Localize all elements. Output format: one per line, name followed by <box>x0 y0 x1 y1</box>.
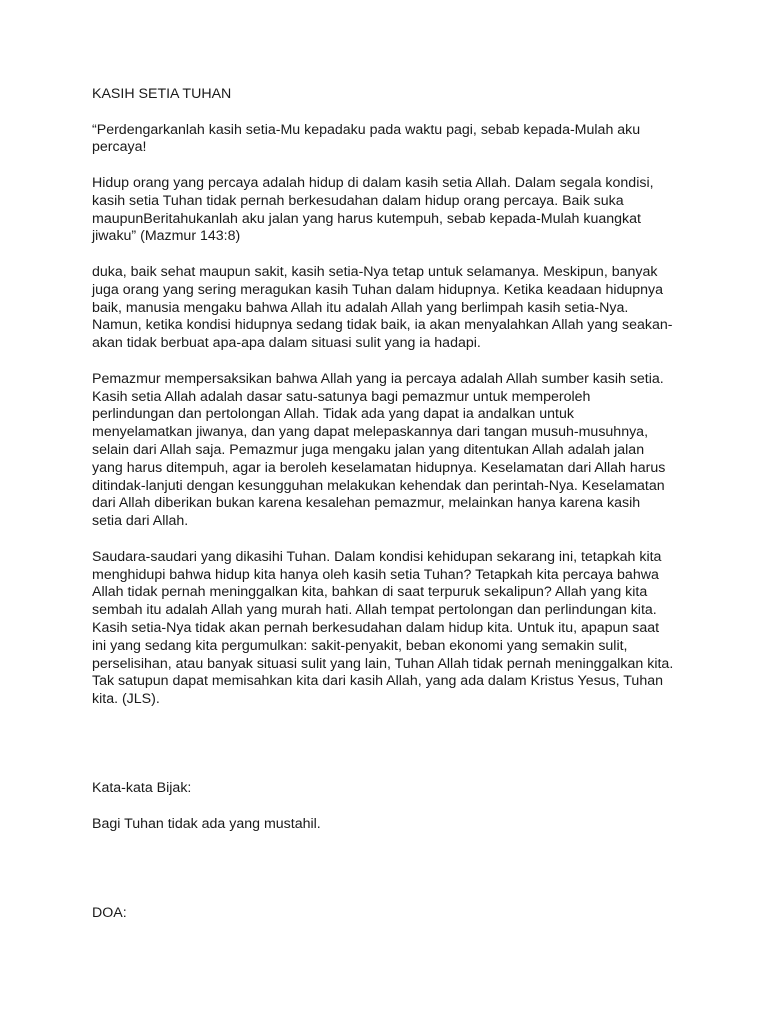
text-line: Kasih setia Allah adalah dasar satu-satunya bagi pemazmur untuk memperoleh <box>92 388 591 405</box>
text-line: menghidupi bahwa hidup kita hanya oleh kasih setia Tuhan? Tetapkah kita percaya bahwa <box>92 566 659 583</box>
text-line: ini yang sedang kita pergumulkan: sakit-penyakit, beban ekonomi yang semakin sulit, <box>92 637 628 654</box>
text-line: dari Allah diberikan bukan karena kesalehan pemazmur, melainkan hanya karena kasih <box>92 495 641 512</box>
text-line: yang harus ditempuh, agar ia beroleh keselamatan hidupnya. Keselamatan dari Allah harus <box>92 459 666 476</box>
spacer <box>92 727 688 780</box>
text-line: Hidup orang yang percaya adalah hidup di dalam kasih setia Allah. Dalam segala kondisi, <box>92 174 654 191</box>
text-line: kita. (JLS). <box>92 691 160 708</box>
text-line: perlindungan dan pertolongan Allah. Tidak ada yang dapat ia andalkan untuk <box>92 406 574 423</box>
wisdom-text: Bagi Tuhan tidak ada yang mustahil. <box>92 815 321 832</box>
text-line: percaya! <box>92 139 147 156</box>
text-line: Saudara-saudari yang dikasihi Tuhan. Dalam kondisi kehidupan sekarang ini, tetapkah kita <box>92 548 662 565</box>
text-line: kasih setia Tuhan tidak pernah berkesudahan dalam hidup orang percaya. Baik suka <box>92 192 624 209</box>
paragraph-life-in-love <box>92 175 688 246</box>
text-line: menyelamatkan jiwanya, dan yang dapat melepaskannya dari tangan musuh-musuhnya, <box>92 424 649 441</box>
text-line: Namun, ketika kondisi hidupnya sedang tidak baik, ia akan menyalahkan Allah yang seakan- <box>92 317 673 334</box>
text-line: setia dari Allah. <box>92 513 189 530</box>
spacer <box>92 851 688 904</box>
prayer-heading: DOA: <box>92 904 127 921</box>
text-line: Kasih setia-Nya tidak akan pernah berkesudahan dalam hidup kita. Untuk itu, apapun saat <box>92 619 660 636</box>
text-line: sembah itu adalah Allah yang murah hati. Allah tempat pertolongan dan perlindungan kita. <box>92 602 657 619</box>
text-line: juga orang yang sering meragukan kasih Tuhan dalam hidupnya. Ketika keadaan hidupnya <box>92 281 664 298</box>
text-line: duka, baik sehat maupun sakit, kasih setia-Nya tetap untuk selamanya. Meskipun, banyak <box>92 263 658 280</box>
text-line: Tak satupun dapat memisahkan kita dari kasih Allah, yang ada dalam Kristus Yesus, Tuhan <box>92 673 663 690</box>
text-line: “Perdengarkanlah kasih setia-Mu kepadaku pada waktu pagi, sebab kepada-Mulah aku <box>92 121 641 138</box>
text-line: baik, manusia mengaku bahwa Allah itu adalah Allah yang berlimpah kasih setia-Nya. <box>92 299 629 316</box>
text-line: maupunBeritahukanlah aku jalan yang harus kutempuh, sebab kepada-Mulah kuangkat <box>92 210 641 227</box>
text-line: jiwaku” (Mazmur 143:8) <box>92 228 241 245</box>
wisdom-heading: Kata-kata Bijak: <box>92 780 192 797</box>
text-line: akan tidak berbuat apa-apa dalam situasi sulit yang ia hadapi. <box>92 335 481 352</box>
paragraph-opening-verse <box>92 122 688 158</box>
text-line: perselisihan, atau banyak situasi sulit yang lain, Tuhan Allah tidak pernah meninggalkan kita. <box>92 655 674 672</box>
text-line: Pemazmur mempersaksikan bahwa Allah yang ia percaya adalah Allah sumber kasih setia. <box>92 370 664 387</box>
document-title: KASIH SETIA TUHAN <box>92 86 232 102</box>
text-line: ditindak-lanjuti dengan kesungguhan melakukan kehendak dan perintah-Nya. Keselamatan <box>92 477 665 494</box>
text-line: Allah tidak pernah meninggalkan kita, bahkan di saat terpuruk sekalipun? Allah yang kita <box>92 584 648 601</box>
text-line: selain dari Allah saja. Pemazmur juga mengaku jalan yang ditentukan Allah adalah jalan <box>92 441 645 458</box>
paragraph-psalmist <box>92 371 688 531</box>
paragraph-exhortation <box>92 549 688 709</box>
paragraph-doubt <box>92 264 688 353</box>
